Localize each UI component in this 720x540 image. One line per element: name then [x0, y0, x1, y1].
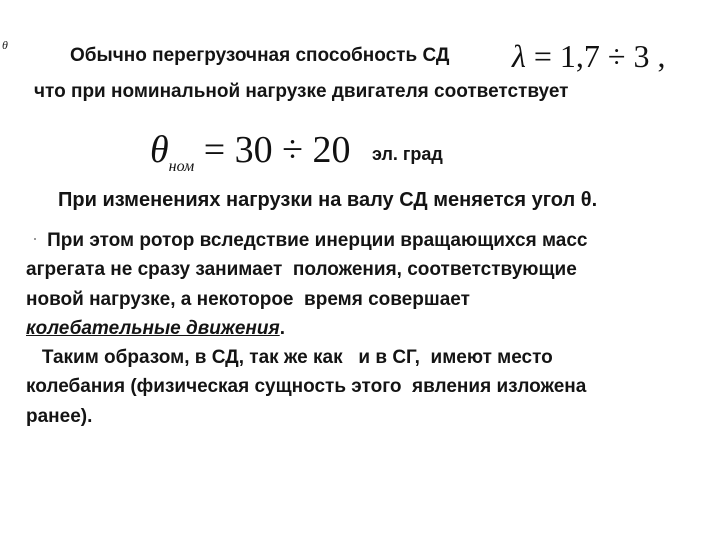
- emphasis-period: .: [279, 317, 285, 339]
- lambda-trailing-comma: ,: [649, 38, 666, 74]
- paragraph-line: ранее).: [26, 405, 93, 427]
- paragraph-line: агрегата не сразу занимает положения, соответствующие: [26, 259, 577, 281]
- paragraph-rotor-inertia: [26, 226, 696, 431]
- nominal-load-label: что при номинальной нагрузке двигателя соответствует: [34, 81, 569, 102]
- theta-symbol: θ: [150, 129, 169, 171]
- theta-mark: θ: [2, 38, 8, 52]
- nominal-load-text: [34, 80, 568, 104]
- overload-capacity-text: [70, 44, 449, 68]
- unit-label: эл. град: [372, 144, 443, 164]
- theta-expression: = 30 ÷ 20: [194, 129, 351, 171]
- paragraph-line: колебания (физическая сущность этого явления изложена: [26, 376, 587, 398]
- paragraph-line: При этом ротор вследствие инерции вращающихся масс: [26, 230, 588, 251]
- electrical-degree-unit: [372, 142, 443, 166]
- load-change-text: [58, 188, 597, 212]
- paragraph-line: [26, 314, 696, 343]
- theta-nominal-formula: [150, 128, 351, 176]
- lambda-symbol: λ: [512, 38, 526, 74]
- oscillatory-motion-term: колебательные движения: [26, 317, 280, 339]
- lambda-formula: [512, 38, 665, 75]
- load-change-label: При изменениях нагрузки на валу СД меняется угол θ.: [58, 189, 598, 211]
- lambda-expression: = 1,7 ÷ 3: [525, 38, 650, 74]
- theta-subscript: ном: [168, 158, 195, 175]
- paragraph-line: новой нагрузке, а некоторое время совершает: [26, 288, 470, 310]
- paragraph-line: Таким образом, в СД, так же как и в СГ, имеют место: [26, 347, 553, 369]
- overload-capacity-label: Обычно перегрузочная способность СД: [70, 45, 450, 66]
